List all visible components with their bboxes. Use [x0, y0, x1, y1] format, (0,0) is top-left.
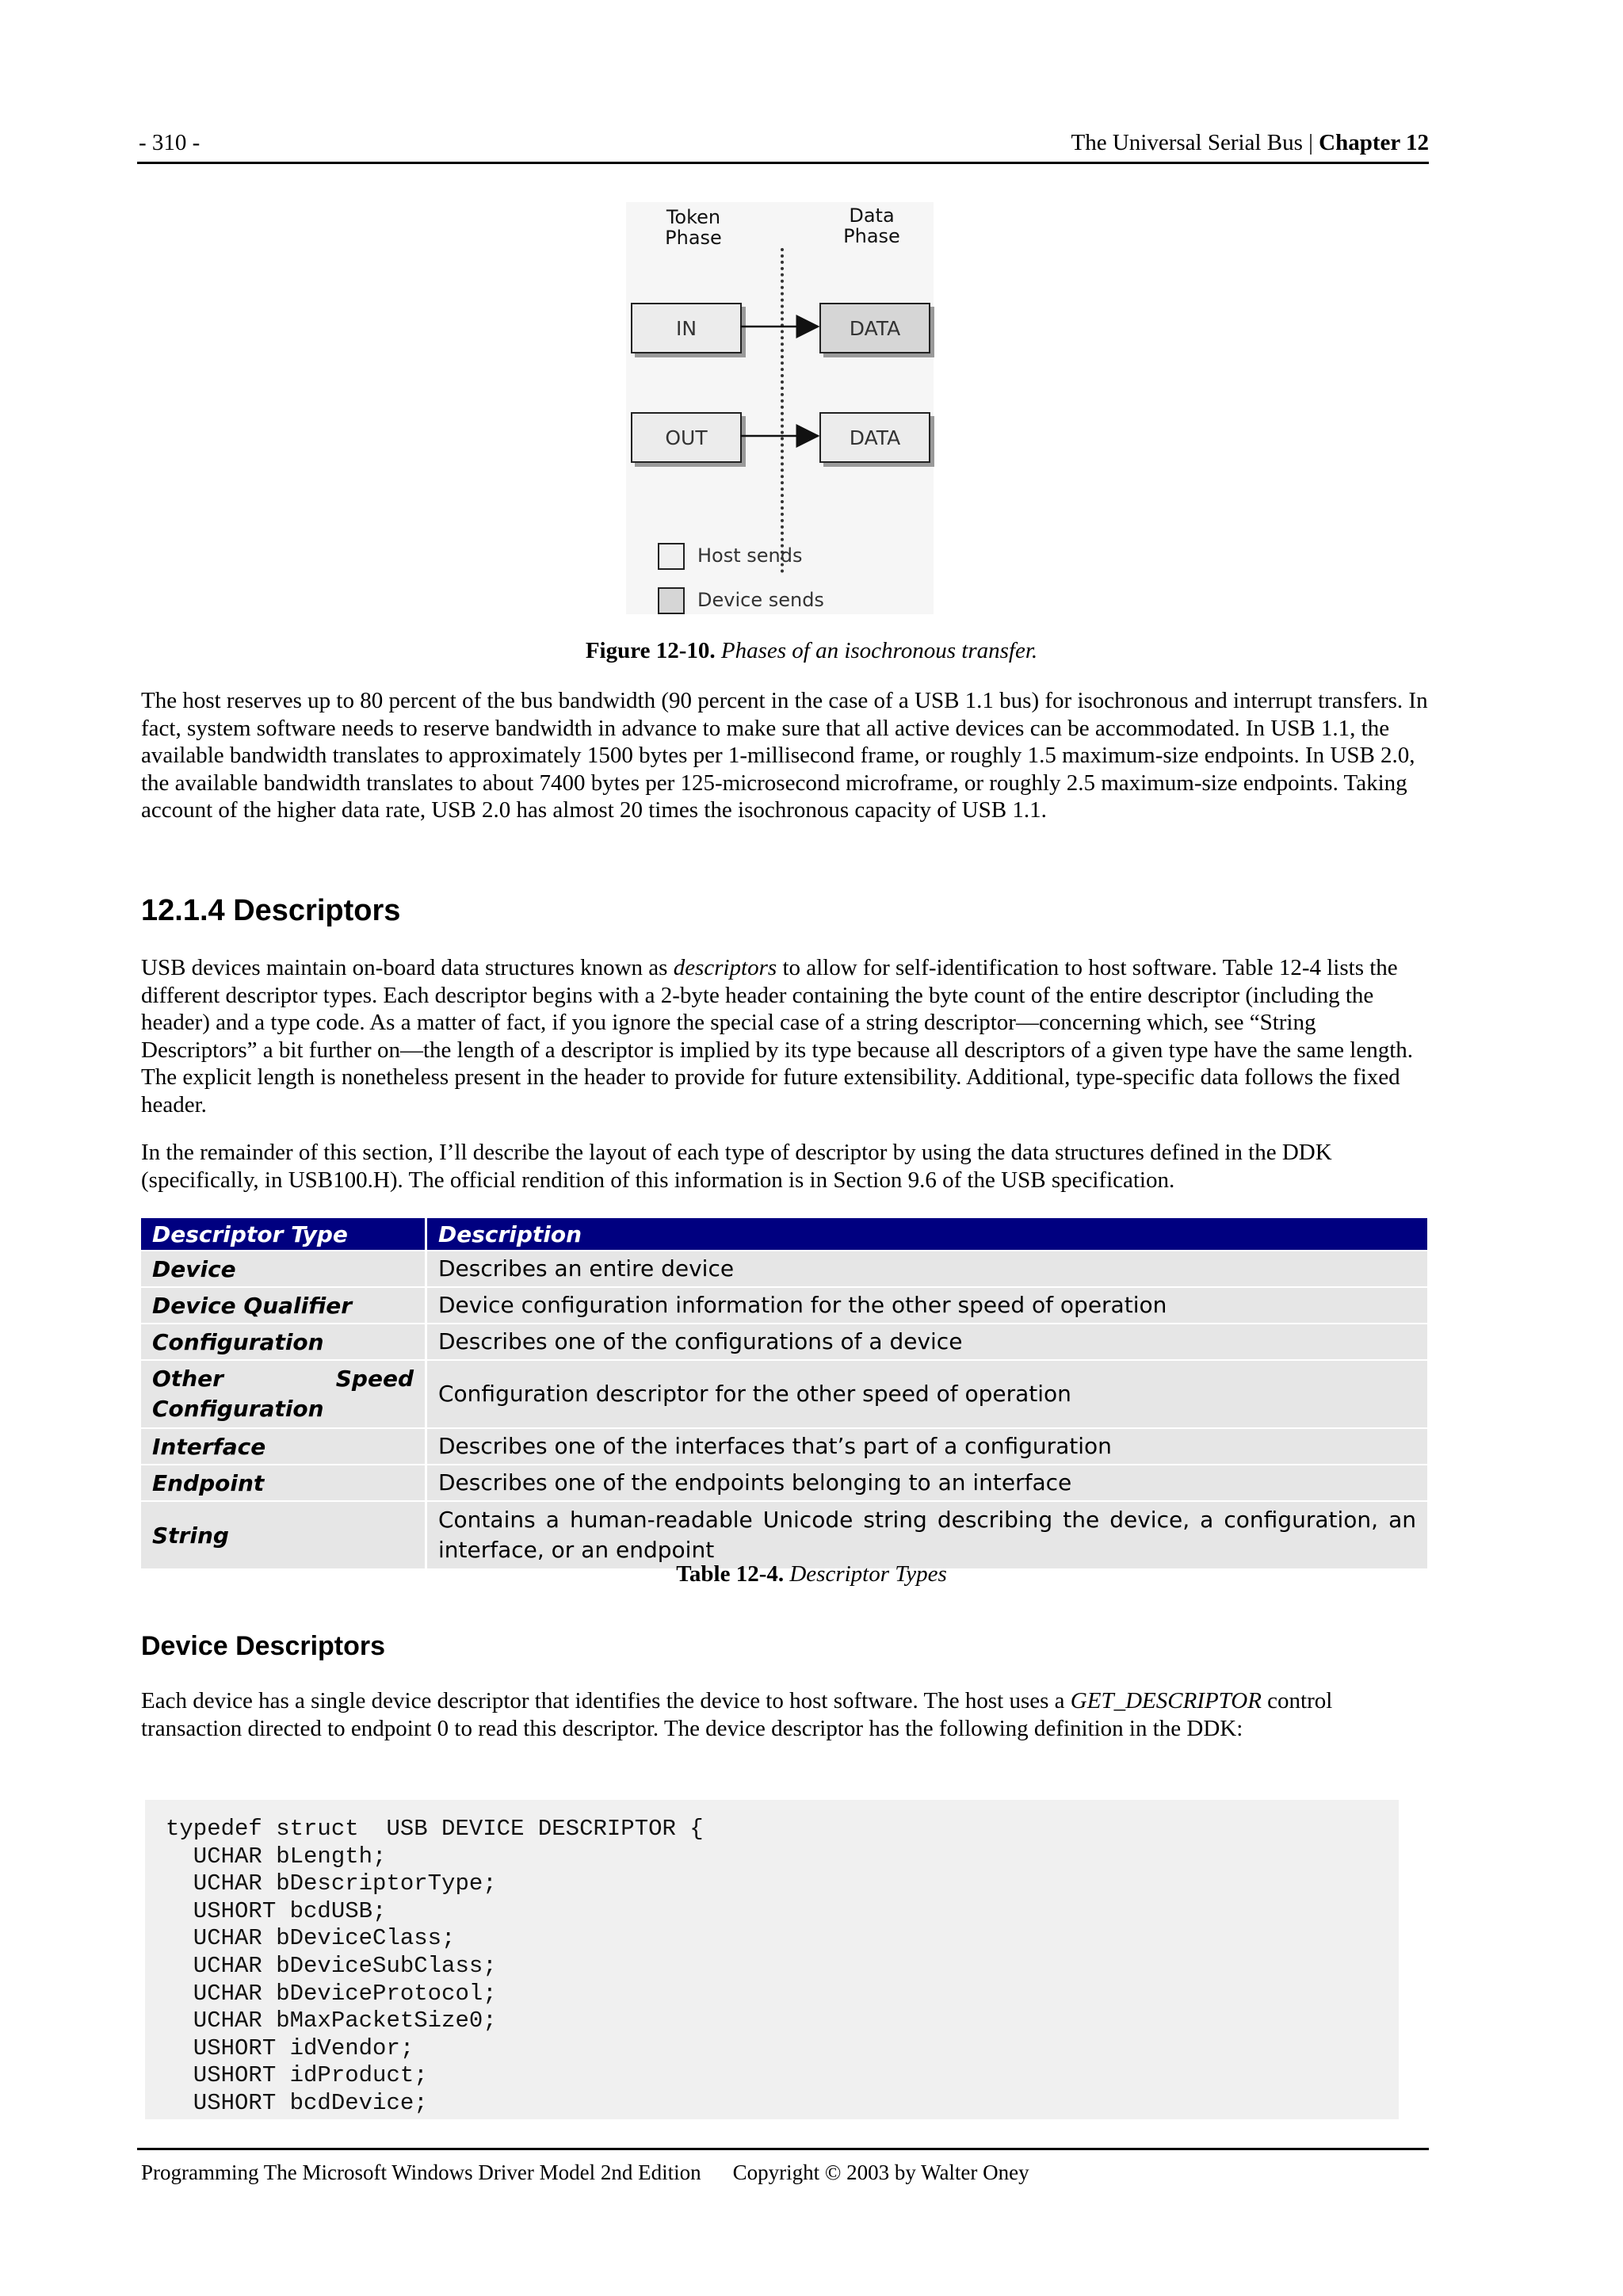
device-descriptors-paragraph — [141, 1687, 1429, 1742]
table-row — [141, 1288, 1430, 1323]
table-cell-description: Configuration descriptor for the other speed of operation — [427, 1361, 1430, 1427]
footer-book-title: Programming The Microsoft Windows Driver Model 2nd Edition — [141, 2160, 701, 2184]
device-descriptors-heading: Device Descriptors — [141, 1631, 386, 1661]
device-legend-swatch — [658, 587, 685, 614]
table-cell-type: Device — [141, 1251, 427, 1286]
type-line-2: Configuration — [152, 1396, 324, 1422]
type-word-other: Other — [152, 1366, 223, 1392]
running-title-text: The Universal Serial Bus | — [1071, 130, 1319, 155]
table-cell-type: String — [141, 1502, 427, 1568]
host-legend-swatch — [658, 543, 685, 570]
figure-caption — [0, 638, 1623, 664]
section-heading: 12.1.4 Descriptors — [141, 894, 401, 927]
type-word-speed: Speed — [335, 1366, 414, 1392]
chapter-label: Chapter 12 — [1319, 130, 1429, 155]
bandwidth-paragraph: The host reserves up to 80 percent of the bus bandwidth (90 percent in the case of a USB 1.1 bus) for isochronous and interrupt transfers. In fact, system software needs to reserve bandwidth in advance to make sure that all active devices can be accommodated. In USB 1.1, the available bandwidth translates to approximately 1500 bytes per 1-millisecond frame, or roughly 1.5 maximum-size endpoints. In USB 2.0, the available bandwidth translates to about 7400 bytes per 125-microsecond microframe, or roughly 2.5 maximum-size endpoints. Taking account of the higher data rate, USB 2.0 has almost 20 times the isochronous capacity of USB 1.1. — [141, 688, 1428, 823]
table-cell-type: Configuration — [141, 1324, 427, 1359]
page-header — [137, 128, 1429, 164]
table-cell-description: Describes an entire device — [427, 1251, 1430, 1286]
descriptors-paragraph-a: USB devices maintain on-board data structures known as — [141, 955, 674, 980]
table-header-description: Description — [427, 1218, 1430, 1250]
descriptors-paragraph — [141, 954, 1429, 1118]
data-phase-label: Data Phase — [843, 204, 900, 247]
descriptors-emphasis: descriptors — [673, 955, 777, 980]
descriptor-types-table — [141, 1217, 1430, 1570]
footer-copyright: Copyright © 2003 by Walter Oney — [732, 2160, 1029, 2184]
data-box-device: DATA — [819, 303, 930, 353]
table-cell-type: Interface — [141, 1429, 427, 1464]
data-box-host: DATA — [819, 412, 930, 463]
table-row — [141, 1324, 1430, 1359]
get-descriptor-emphasis: GET_DESCRIPTOR — [1070, 1688, 1262, 1713]
descriptors-paragraph-b: to allow for self-identification to host software. Table 12-4 lists the different descriptor types. Each descriptor begins with a 2-byte header containing the byte count of the entire descriptor (including the header) and a type code. As a matter of fact, if you ignore the special case of a string descriptor—concerning which, see “String Descriptors” a bit further on—the length of a descriptor is implied by its type because all descriptors of a given type have the same length. The explicit length is nonetheless present in the header to provide for future extensibility. Additional, type-specific data follows the fixed header. — [141, 955, 1413, 1117]
table-row — [141, 1361, 1430, 1427]
in-token-box: IN — [631, 303, 742, 353]
table-row — [141, 1251, 1430, 1286]
type-line-1 — [152, 1364, 414, 1394]
table-cell-description: Describes one of the interfaces that’s part of a configuration — [427, 1429, 1430, 1464]
device-descriptors-paragraph-b: control transaction directed to endpoint 0 to read this descriptor. The device descriptor has the following definition in the DDK: — [141, 1688, 1333, 1741]
figure-caption-text: Phases of an isochronous transfer. — [715, 638, 1038, 663]
table-header-type: Descriptor Type — [141, 1218, 427, 1250]
layout-paragraph: In the remainder of this section, I’ll describe the layout of each type of descriptor by using the data structures defined in the DDK (specifically, in USB100.H). The official rendition of this information is in Section 9.6 of the USB specification. — [141, 1140, 1332, 1193]
footer-rule — [137, 2148, 1429, 2150]
table-cell-description: Describes one of the endpoints belonging to an interface — [427, 1465, 1430, 1500]
host-legend-label: Host sends — [697, 544, 803, 567]
running-title — [1071, 130, 1429, 156]
table-caption — [0, 1561, 1623, 1587]
device-descriptor-code: typedef struct USB DEVICE DESCRIPTOR { UCHAR bLength; UCHAR bDescriptorType; USHORT bcdUSB; UCHAR bDeviceClass; UCHAR bDeviceSubClass; UCHAR bDeviceProtocol; UCHAR bMaxPacketSize0; USHORT idVendor; USHORT idProduct; USHORT bcdDevice; — [166, 1816, 704, 2116]
table-caption-text: Descriptor Types — [784, 1561, 947, 1587]
table-cell-type: Endpoint — [141, 1465, 427, 1500]
device-legend-label: Device sends — [697, 589, 824, 611]
token-phase-label: Token Phase — [665, 206, 722, 249]
code-block — [145, 1800, 1399, 2119]
isochronous-figure — [626, 202, 934, 614]
table-header-row — [141, 1218, 1430, 1250]
table-cell-type — [141, 1361, 427, 1427]
device-descriptors-paragraph-a: Each device has a single device descriptor that identifies the device to host software. The host uses a — [141, 1688, 1071, 1713]
out-token-box: OUT — [631, 412, 742, 463]
table-cell-description: Contains a human-readable Unicode string describing the device, a configuration, an interface, or an endpoint — [427, 1502, 1430, 1568]
table-cell-description: Device configuration information for the other speed of operation — [427, 1288, 1430, 1323]
table-cell-description: Describes one of the configurations of a device — [427, 1324, 1430, 1359]
table-cell-type: Device Qualifier — [141, 1288, 427, 1323]
page-footer — [141, 2160, 1029, 2185]
table-row — [141, 1502, 1430, 1568]
table-row — [141, 1465, 1430, 1500]
figure-caption-label: Figure 12-10. — [585, 638, 716, 663]
table-row — [141, 1429, 1430, 1464]
page-number: - 310 - — [139, 130, 200, 155]
table-caption-label: Table 12-4. — [676, 1561, 785, 1587]
